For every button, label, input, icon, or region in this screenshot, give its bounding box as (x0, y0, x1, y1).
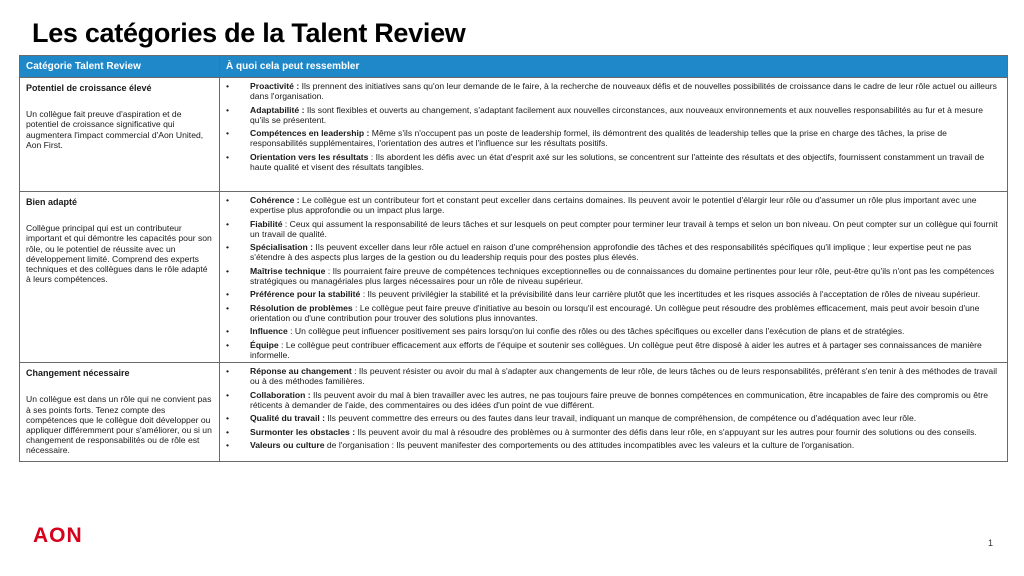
table-header-row (20, 56, 1008, 78)
bullet-icon: • (226, 265, 230, 276)
list-item: • Cohérence : Le collègue est un contributeur fort et constant peut exceller dans certains domaines. Ils peuvent avoir le potentiel d'élargir leur rôle ou d'assumer un rôle plus important avec une expertise plus approfondie ou un impact plus large. (226, 195, 977, 216)
category-cell (20, 363, 220, 461)
items-cell (220, 363, 1008, 461)
list-item: • Maîtrise technique : Ils pourraient faire preuve de compétences techniques exceptionnelles ou de connaissances du domaine pertinentes pour leur rôle, peut-être qu'ils n'ont pas les compétences stratégiques ou managériales plus larges nécessaires pour un rôle de niveau supérieur. (226, 265, 995, 286)
category-name: Bien adapté (26, 197, 78, 207)
list-item: • Préférence pour la stabilité : Ils peuvent privilégier la stabilité et la prévisibilité dans leur carrière plutôt que les incertitudes et les risques associés à l'acceptation de rôles de niveau supérieur. (226, 289, 981, 300)
list-item: • Adaptabilité : Ils sont flexibles et ouverts au changement, s'adaptant facilement aux nouvelles circonstances, aux nouveaux environnements et aux nouvelles responsabilités au fur et à mesure qu'ils se présentent. (226, 104, 983, 125)
list-item: • Orientation vers les résultats : Ils abordent les défis avec un état d'esprit axé sur les solutions, se concentrent sur l'atteinte des résultats et des objectifs, fournissent constamment un travail de haute qualité et visent des résultats tangibles. (226, 151, 985, 172)
table-row (20, 78, 1008, 192)
bullet-icon: • (226, 440, 230, 451)
item-list (224, 195, 1003, 360)
list-item: • Compétences en leadership : Même s'ils n'occupent pas un poste de leadership formel, ils démontrent des qualités de leadership telles que la prise en charge des tâches, la prise de responsabilités supplémentaires, l'orientation des autres et l'influence sur les résultats positifs. (226, 128, 947, 149)
list-item: • Surmonter les obstacles : Ils peuvent avoir du mal à résoudre des problèmes ou à surmonter des défis dans leur rôle, en s'appuyant sur les autres pour fournir des solutions ou des conseils. (226, 426, 977, 437)
bullet-icon: • (226, 413, 230, 424)
list-item: • Collaboration : Ils peuvent avoir du mal à bien travailler avec les autres, ne pas toujours faire preuve de bonnes compétences en communication, être incapables de faire des compromis ou être réticents à demander de l'aide, des commentaires ou des idées d'un point de vue différent. (226, 389, 989, 410)
items-cell (220, 192, 1008, 363)
bullet-icon: • (226, 426, 230, 437)
bullet-icon: • (226, 195, 230, 205)
list-item: • Qualité du travail : Ils peuvent commettre des erreurs ou des fautes dans leur travail, indiquant un manque de compréhension, de compétence ou d'adéquation avec leur rôle. (226, 413, 917, 424)
bullet-icon: • (226, 218, 230, 229)
category-description: Collègue principal qui est un contributeur important et qui démontre les capacités pour son rôle, ou le potentiel de réussite avec un développement limité. Comprend des experts techniques et des collègues dans le rôle adapté à leurs compétences. (26, 223, 212, 285)
list-item: • Réponse au changement : Ils peuvent résister ou avoir du mal à s'adapter aux changements de leur rôle, de leurs tâches ou de leurs responsabilités, préférant s'en tenir à des méthodes de travail ou à des méthodes familières. (226, 366, 998, 387)
items-cell (220, 78, 1008, 192)
category-name: Potentiel de croissance élevé (26, 83, 152, 93)
bullet-icon: • (226, 389, 230, 400)
page-number: 1 (988, 538, 994, 548)
header-category: Catégorie Talent Review (20, 56, 220, 78)
bullet-icon: • (226, 128, 230, 139)
list-item: • Spécialisation : Ils peuvent exceller dans leur rôle actuel en raison d'une compréhension approfondie des tâches et des responsabilités spécifiques qu'il implique ; leur expertise peut ne pas s'étendre à des aspects plus larges de la gestion ou du leadership requis pour des postes plus élevés. (226, 242, 972, 263)
bullet-icon: • (226, 366, 230, 377)
category-description: Un collègue est dans un rôle qui ne convient pas à ses points forts. Tenez compte des compétences que le collègue doit développer ou appliquer différemment pour s'améliorer, ou si un changement de responsabilités ou de rôle est nécessaire. (26, 394, 212, 456)
table-row (20, 192, 1008, 363)
header-description: À quoi cela peut ressembler (220, 56, 1008, 78)
bullet-icon: • (226, 242, 230, 253)
aon-logo: AON (33, 524, 83, 547)
list-item: • Proactivité : Ils prennent des initiatives sans qu'on leur demande de le faire, à la recherche de nouveaux défis et de nouvelles possibilités de croissance dans le cadre de leur rôle actuel ou ailleurs dans l'organisation. (226, 81, 997, 102)
bullet-icon: • (226, 339, 230, 350)
list-item: • Fiabilité : Ceux qui assument la responsabilité de leurs tâches et sur lesquels on peut compter pour terminer leur travail à temps et selon un bon niveau. On peut compter sur un collègue qui fournit un travail de qualité. (226, 218, 998, 239)
list-item: • Résolution de problèmes : Le collègue peut faire preuve d'initiative au besoin ou lorsqu'il est encouragé. Un collègue peut résoudre des problèmes efficacement, mais peut avoir besoin d'une orientation ou d'une contribution pour trouver des solutions plus innovantes. (226, 302, 980, 323)
category-description: Un collègue fait preuve d'aspiration et de potentiel de croissance significative qui augmentera l'impact commercial d'Aon United, Aon First. (26, 109, 204, 150)
item-list (224, 81, 1003, 172)
bullet-icon: • (226, 302, 230, 313)
bullet-icon: • (226, 326, 230, 337)
list-item: • Équipe : Le collègue peut contribuer efficacement aux efforts de l'équipe et soutenir ses collègues. Un collègue peut être disposé à aider les autres et à partager ses connaissances de manière informelle. (226, 339, 982, 360)
bullet-icon: • (226, 104, 230, 115)
talent-review-table (19, 55, 1008, 462)
page-title: Les catégories de la Talent Review (32, 18, 466, 48)
bullet-icon: • (226, 81, 230, 91)
list-item: • Influence : Un collègue peut influencer positivement ses pairs lorsqu'on lui confie des rôles ou des tâches spécifiques ou exceller dans l'exécution de plans et de stratégies. (226, 326, 905, 337)
bullet-icon: • (226, 151, 230, 162)
category-name: Changement nécessaire (26, 368, 130, 379)
list-item: • Valeurs ou culture de l'organisation : Ils peuvent manifester des comportements ou des attitudes incompatibles avec les valeurs et la culture de l'organisation. (226, 440, 855, 451)
category-cell (20, 192, 220, 363)
bullet-icon: • (226, 289, 230, 300)
category-cell (20, 78, 220, 192)
item-list (224, 366, 1003, 450)
table-row (20, 363, 1008, 461)
